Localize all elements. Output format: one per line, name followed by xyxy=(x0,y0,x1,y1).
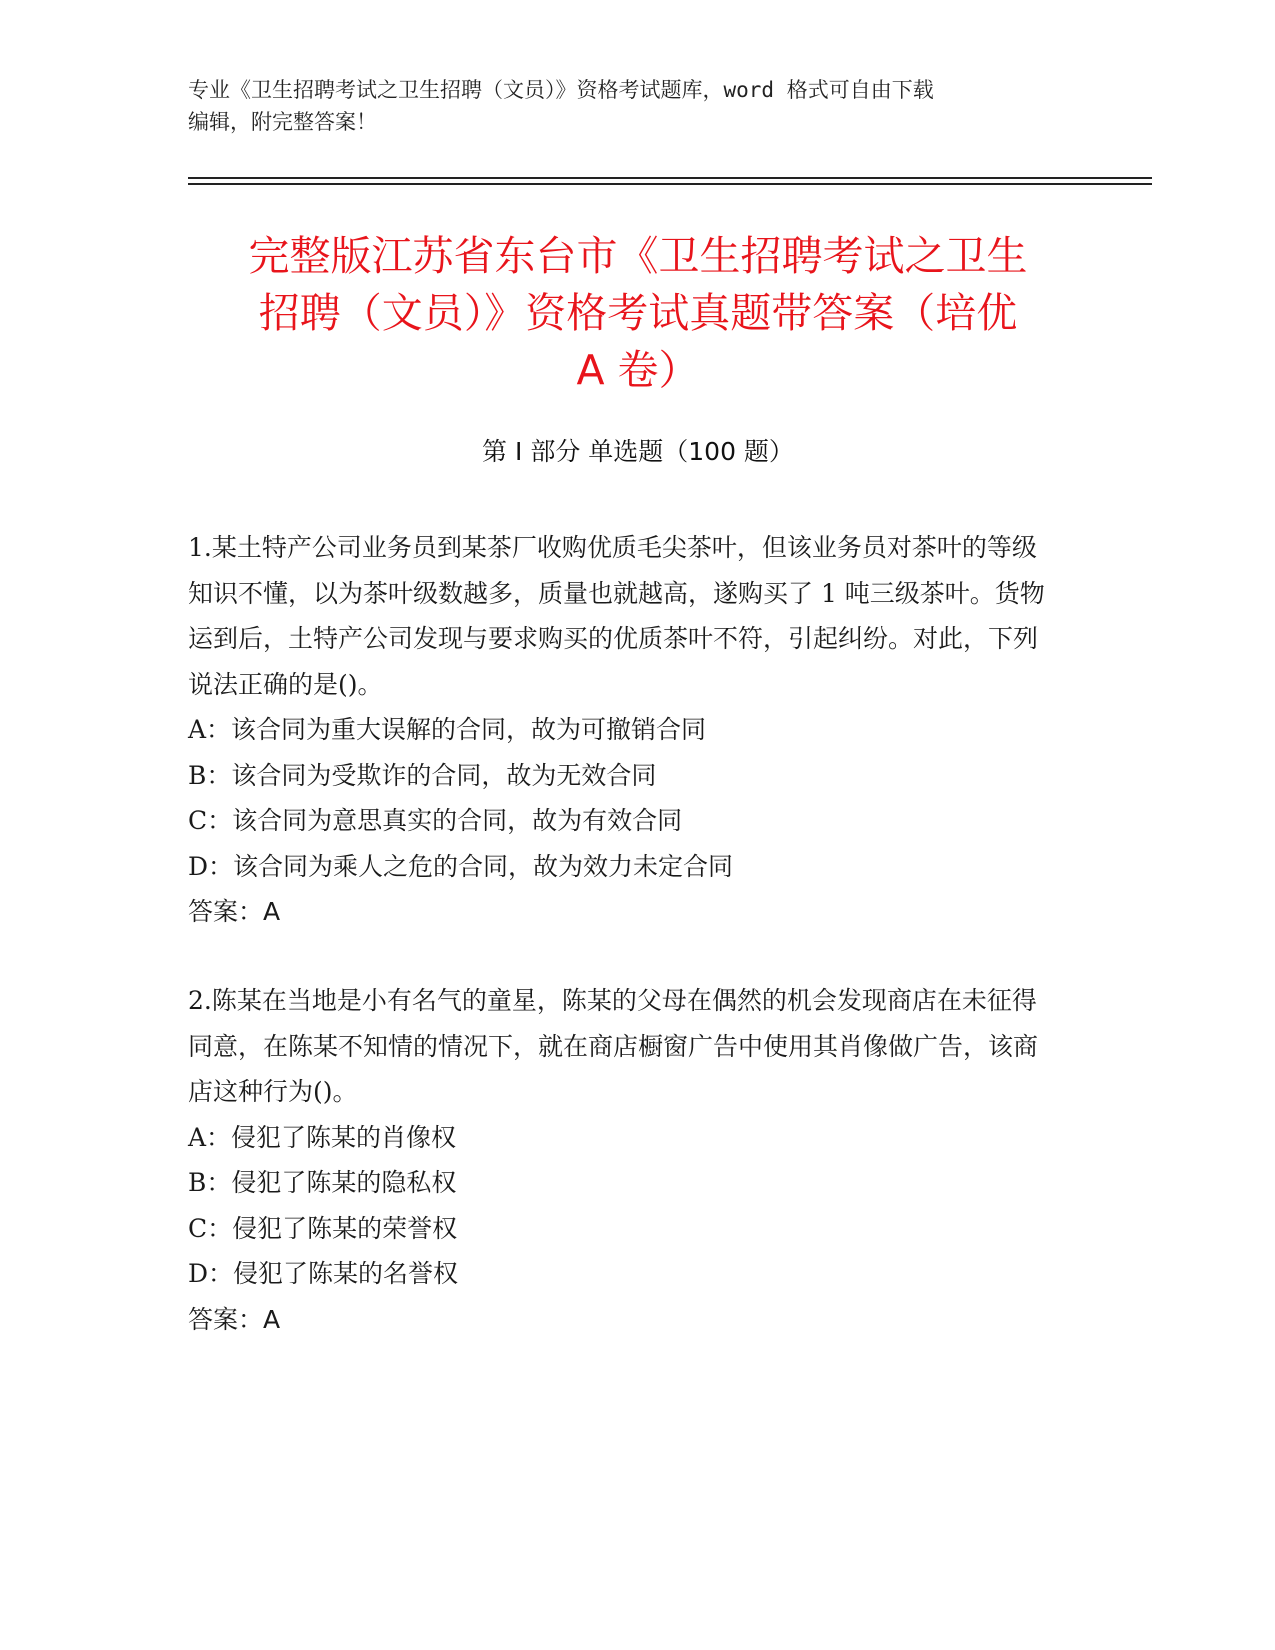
document-title-line2: 招聘（文员）》资格考试真题带答案（培优 xyxy=(258,289,1018,337)
answer: 答案：A xyxy=(188,1304,281,1334)
option-c: C：侵犯了陈某的荣誉权 xyxy=(188,1213,458,1243)
question-2 xyxy=(188,978,1058,1342)
question-1 xyxy=(188,525,1058,935)
document-title-line1: 完整版江苏省东台市《卫生招聘考试之卫生 xyxy=(248,232,1028,280)
header-note-line1: 专业《卫生招聘考试之卫生招聘（文员）》资格考试题库，word 格式可自由下载 xyxy=(188,78,934,102)
document-title xyxy=(188,228,1088,399)
question-stem: 2.陈某在当地是小有名气的童星，陈某的父母在偶然的机会发现商店在未征得同意，在陈某不知情的情况下，就在商店橱窗广告中使用其肖像做广告，该商店这种行为()。 xyxy=(188,986,1039,1106)
option-d: D：该合同为乘人之危的合同，故为效力未定合同 xyxy=(188,851,734,881)
header-divider-bottom xyxy=(188,183,1152,185)
option-a: A：侵犯了陈某的肖像权 xyxy=(188,1122,457,1152)
header-note-line2: 编辑，附完整答案！ xyxy=(188,110,377,134)
header-divider-top xyxy=(188,177,1152,179)
option-a: A：该合同为重大误解的合同，故为可撤销合同 xyxy=(188,715,707,744)
option-b: B：侵犯了陈某的隐私权 xyxy=(188,1168,457,1197)
header-note xyxy=(188,74,1078,138)
option-d: D：侵犯了陈某的名誉权 xyxy=(188,1259,459,1288)
answer: 答案：A xyxy=(188,897,281,926)
section-heading: 第 I 部分 单选题（100 题） xyxy=(482,437,794,466)
question-stem: 1.某土特产公司业务员到某茶厂收购优质毛尖茶叶，但该业务员对茶叶的等级知识不懂，以为茶叶级数越多，质量也就越高，遂购买了 1 吨三级茶叶。货物运到后，土特产公司发现与要求购买的优质茶叶不符，引起纠纷。对此，下列说法正确的是()。 xyxy=(188,533,1045,699)
option-b: B：该合同为受欺诈的合同，故为无效合同 xyxy=(188,760,657,790)
document-title-line3: A 卷） xyxy=(576,346,700,394)
option-c: C：该合同为意思真实的合同，故为有效合同 xyxy=(188,806,683,835)
